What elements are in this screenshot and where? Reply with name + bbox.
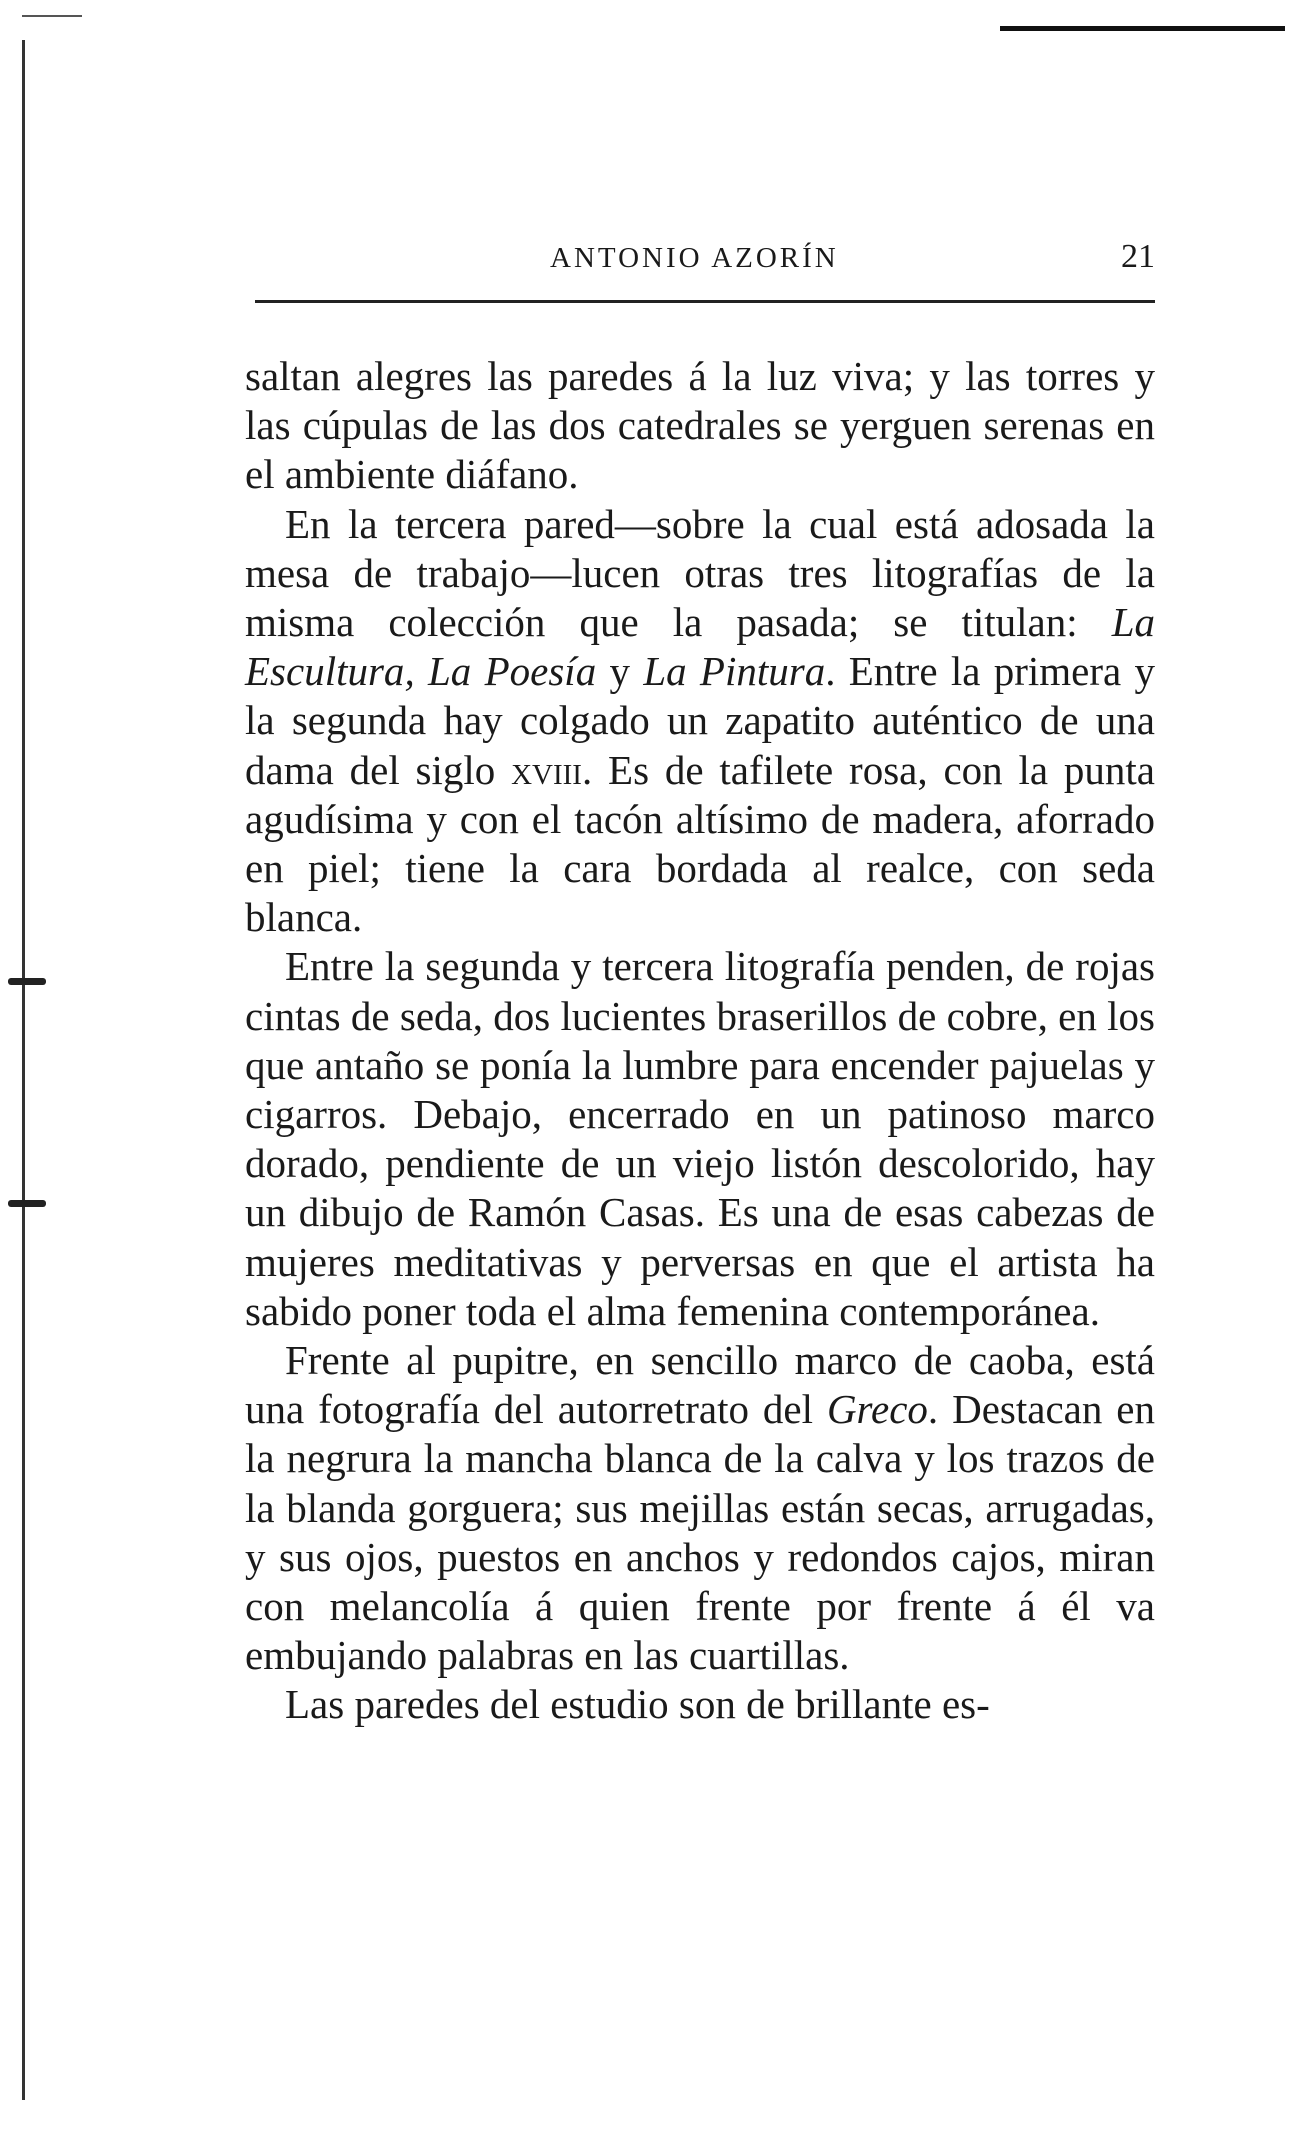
paragraph-4-intro: Frente al pupitre, en sencillo marco de caoba, está una fotografía del autorretrato del [245, 1337, 1155, 1433]
century-numeral: xviii [511, 746, 582, 793]
top-left-rule [22, 15, 82, 17]
paragraph-2-middle: . Entre la primera y la segunda hay colgado un zapatito auténtico de una dama del siglo [245, 648, 1156, 793]
page-edge-mark [8, 978, 46, 985]
paragraph-1-text: saltan alegres las paredes á la luz viva; y las torres y las cúpulas de las dos catedrales se yerguen serenas en el ambiente diáfano. [245, 353, 1155, 498]
title-conjunction: y [596, 648, 644, 695]
paragraph-3 [245, 942, 1155, 1336]
paragraph-4-ending: . Destacan en la negrura la mancha blanca de la calva y los trazos de la blanda gorguera; sus mejillas están secas, arrugadas, y sus ojos, puestos en anchos y redondos cajos, miran con melancolía á quien frente por frente á él va embujando palabras en las cuartillas. [245, 1386, 1155, 1679]
title-la-pintura: La Pintura [643, 648, 826, 695]
page-edge-mark [8, 1200, 46, 1207]
paragraph-2 [245, 500, 1155, 943]
body-text [245, 352, 1155, 1730]
paragraph-2-intro: En la tercera pared—sobre la cual está adosada la mesa de trabajo—lucen otras tres litografías de la misma colección que la pasada; se titulan: [245, 500, 1155, 646]
title-la-poesia: La Poesía [428, 648, 597, 695]
paragraph-1 [245, 352, 1155, 500]
running-head-author: ANTONIO AZORÍN [550, 242, 839, 274]
page-edge [22, 40, 25, 2100]
page-number: 21 [1121, 238, 1155, 275]
title-la-escultura: La Escultura [245, 599, 1155, 695]
paragraph-4 [245, 1336, 1155, 1680]
paragraph-3-text: Entre la segunda y tercera litografía penden, de rojas cintas de seda, dos lucientes braserillos de cobre, en los que antaño se ponía la lumbre para encender pajuelas y cigarros. Debajo, encerrado en un patinoso marco dorado, pendiente de un viejo listón descolorido, hay un dibujo de Ramón Casas. Es una de esas cabezas de mujeres meditativas y perversas en que el artista ha sabido poner toda el alma femenina contemporánea. [245, 943, 1155, 1334]
title-separator: , [404, 648, 428, 695]
running-head [255, 238, 1155, 292]
paragraph-2-ending: . Es de tafilete rosa, con la punta agudísima y con el tacón altísimo de madera, aforrado en piel; tiene la cara bordada al realce, con seda blanca. [245, 746, 1155, 941]
painter-name: Greco [826, 1386, 928, 1433]
paragraph-5 [245, 1680, 1155, 1729]
top-right-rule [1000, 26, 1285, 31]
paragraph-5-text: Las paredes del estudio son de brillante es- [285, 1681, 990, 1728]
header-rule [255, 300, 1155, 303]
